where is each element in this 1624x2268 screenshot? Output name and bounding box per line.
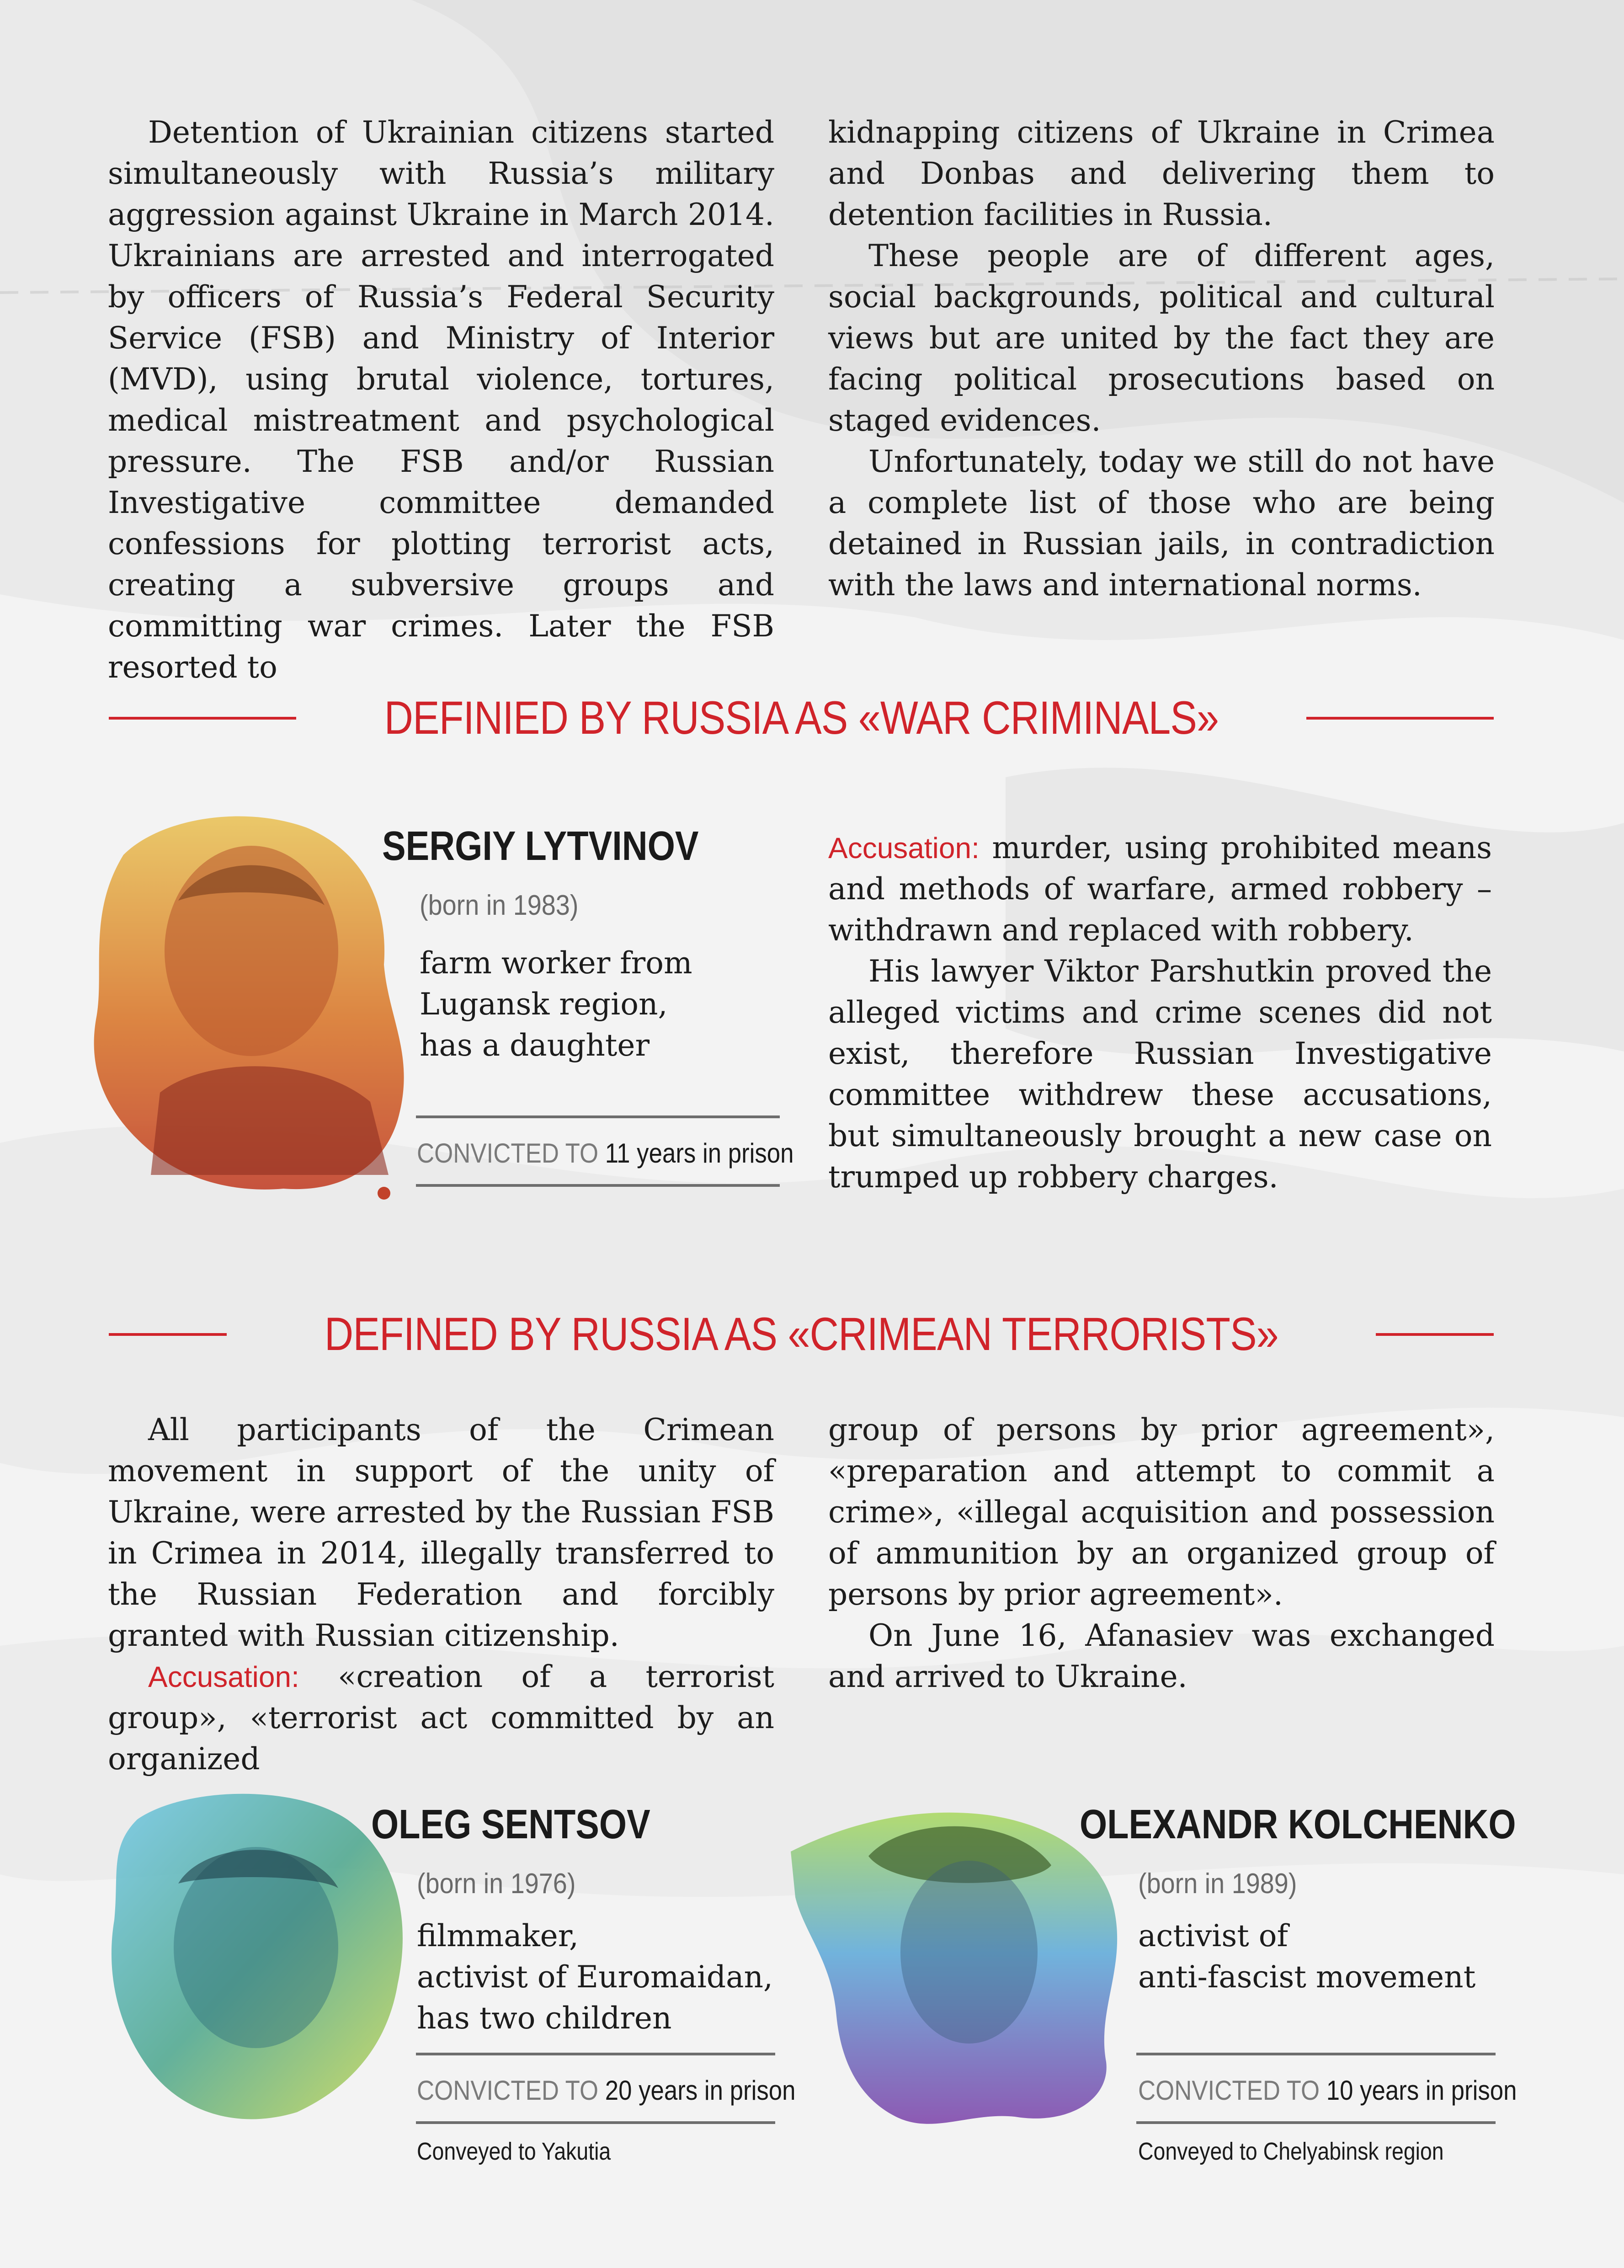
- accusation-text: «creation of a terrorist group», «terrorist act committed by an organized: [108, 1659, 774, 1777]
- convicted-value: 20 years in prison: [605, 2075, 796, 2106]
- conveyed-location: Conveyed to Yakutia: [417, 2138, 611, 2165]
- convicted-bottom-rule: [416, 2121, 775, 2124]
- section2-left-column: [108, 1409, 774, 1780]
- convicted-label: CONVICTED TO: [1138, 2075, 1320, 2106]
- description-line: has two children: [417, 2001, 672, 2036]
- person-description: [1138, 1916, 1475, 1998]
- accusation-text: murder, using prohibited means and methods of warfare, armed robbery – withdrawn and replaced with robbery.: [828, 830, 1492, 948]
- convicted-bottom-rule: [416, 1184, 780, 1187]
- convicted-value: 11 years in prison: [605, 1138, 794, 1169]
- person-name: SERGIY LYTVINOV: [382, 823, 699, 869]
- heading-rule-right: [1376, 1333, 1494, 1336]
- convicted-top-rule: [416, 1115, 780, 1118]
- section2-right-paragraph-1: group of persons by prior agreement», «preparation and attempt to commit a crime», «illegal acquisition and possession of ammunition by an organized group of persons by prior agreement».: [828, 1412, 1495, 1612]
- accusation-label: Accusation:: [828, 832, 980, 865]
- description-line: has a daughter: [420, 1028, 650, 1063]
- person-born: (born in 1976): [417, 1868, 576, 1900]
- convicted-line: [1138, 2075, 1517, 2106]
- heading-rule-left: [109, 1333, 227, 1336]
- convicted-value: 10 years in prison: [1326, 2075, 1517, 2106]
- convicted-label: CONVICTED TO: [417, 2075, 599, 2106]
- heading-rule-right: [1306, 717, 1494, 720]
- accusation-paragraph: [828, 827, 1492, 951]
- person-name: OLEG SENTSOV: [371, 1802, 650, 1847]
- convicted-top-rule: [416, 2053, 775, 2055]
- description-line: activist of Euromaidan,: [417, 1959, 773, 1995]
- section2-left-paragraph: All participants of the Crimean movement in support of the unity of Ukraine, were arrested by the Russian FSB in Crimea in 2014, illegally transferred to the Russian Federation and forcibly granted with Russian citizenship.: [108, 1412, 774, 1653]
- convicted-top-rule: [1136, 2053, 1496, 2055]
- section2-right-paragraph-2: On June 16, Afanasiev was exchanged and arrived to Ukraine.: [828, 1618, 1495, 1694]
- intro-right-paragraph-2: These people are of different ages, social backgrounds, political and cultural views but are united by the fact they are facing political prosecutions based on staged evidences.: [828, 238, 1495, 438]
- convicted-bottom-rule: [1136, 2121, 1496, 2124]
- intro-left-column: [108, 112, 774, 688]
- description-line: Lugansk region,: [420, 987, 668, 1022]
- person-born: (born in 1989): [1138, 1868, 1297, 1900]
- intro-right-paragraph-3: Unfortunately, today we still do not have a complete list of those who are being detained in Russian jails, in contradiction with the laws and international norms.: [828, 444, 1495, 603]
- description-line: filmmaker,: [417, 1918, 579, 1953]
- convicted-line: [417, 1137, 794, 1169]
- convicted-label: CONVICTED TO: [417, 1138, 599, 1169]
- section-heading-text: DEFINED BY RUSSIA AS «CRIMEAN TERRORISTS»: [324, 1308, 1278, 1360]
- person-born: (born in 1983): [420, 890, 579, 921]
- person-description: [417, 1916, 773, 2039]
- description-line: farm worker from: [420, 945, 692, 981]
- person-description: [420, 943, 692, 1066]
- section2-accusation-paragraph: [108, 1656, 774, 1780]
- conveyed-location: Conveyed to Chelyabinsk region: [1138, 2138, 1444, 2165]
- intro-left-paragraph: Detention of Ukrainian citizens started simultaneously with Russia’s military aggression against Ukraine in March 2014. Ukrainians are arrested and interrogated by officers of Russia’s Federal Security Service (FSB) and Ministry of Interior (MVD), using brutal violence, tortures, medical mistreatment and psychological pressure. The FSB and/or Russian Investigative committee demanded confessions for plotting terrorist acts, creating a subversive groups and committing war crimes. Later the FSB resorted to: [108, 115, 774, 685]
- convicted-line: [417, 2075, 795, 2106]
- lawyer-paragraph: His lawyer Viktor Parshutkin proved the alleged victims and crime scenes did not exist, therefore Russian Investigative committee withdrew these accusations, but simultaneously brought a new case on trumped up robbery charges.: [828, 954, 1492, 1195]
- description-line: activist of: [1138, 1918, 1288, 1953]
- section-heading-text: DEFINIED BY RUSSIA AS «WAR CRIMINALS»: [384, 692, 1219, 744]
- section1-right-column: [828, 827, 1492, 1198]
- intro-right-column: [828, 112, 1495, 606]
- intro-right-paragraph-1: kidnapping citizens of Ukraine in Crimea and Donbas and delivering them to detention facilities in Russia.: [828, 115, 1495, 232]
- section-heading-crimean-terrorists: [109, 1307, 1494, 1361]
- heading-rule-left: [109, 717, 296, 720]
- section-heading-war-criminals: [109, 691, 1494, 745]
- portrait-sergiy-lytvinov: [69, 800, 434, 1211]
- accusation-label: Accusation:: [148, 1660, 299, 1693]
- person-name: OLEXANDR KOLCHENKO: [1080, 1802, 1516, 1847]
- section2-right-column: [828, 1409, 1495, 1697]
- description-line: anti-fascist movement: [1138, 1959, 1476, 1995]
- portrait-olexandr-kolchenko: [777, 1797, 1143, 2144]
